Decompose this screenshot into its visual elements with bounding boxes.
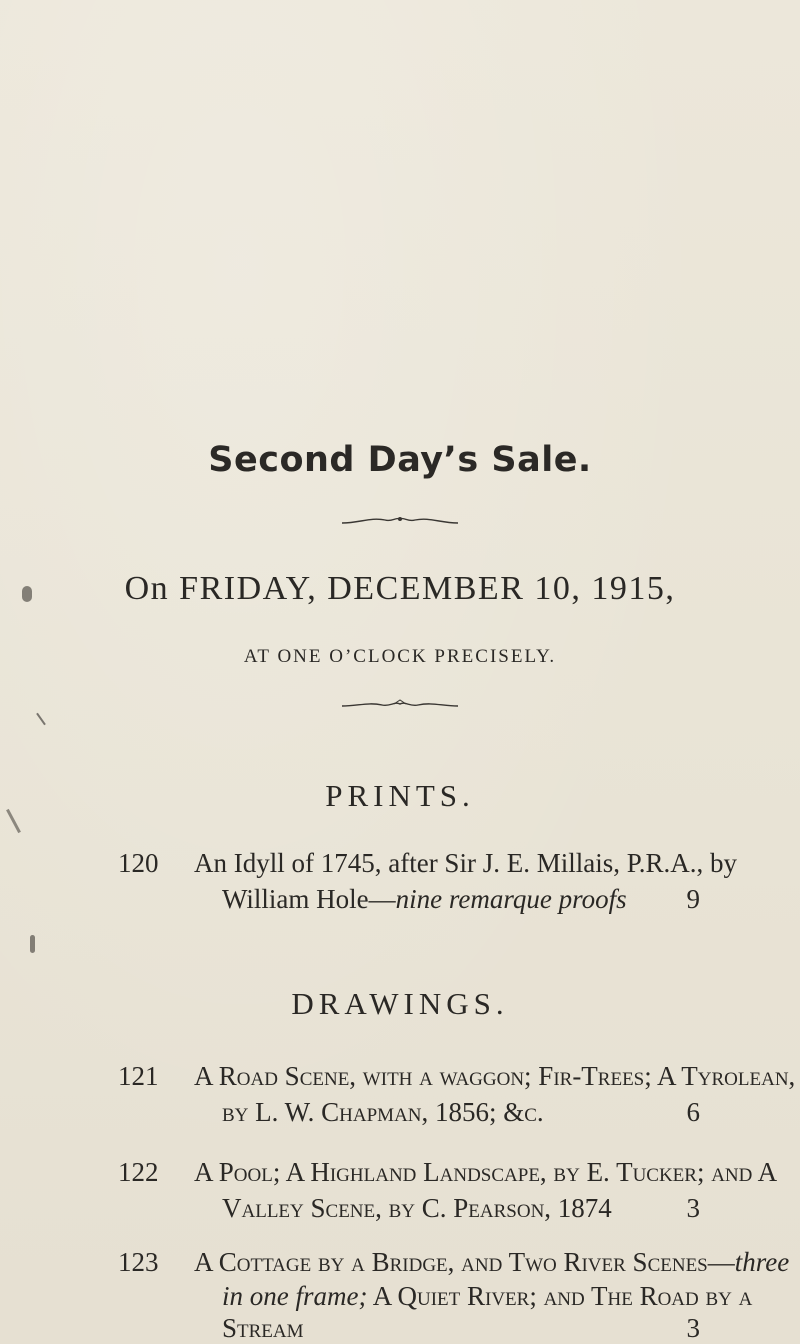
sale-date: On FRIDAY, DECEMBER 10, 1915, [124,570,676,607]
section-heading-drawings: DRAWINGS. [291,986,509,1021]
lot-description-line-2: William Hole—nine remarque proofs [222,884,627,914]
lot-number: 123 [118,1247,159,1277]
page-heading: Second Day’s Sale. [208,440,592,480]
lot-quantity: 9 [686,884,700,914]
lot-description-line-3: Stream [222,1313,304,1343]
lot-quantity: 6 [686,1097,700,1127]
lot-description-line-2: by L. W. Chapman, 1856; &c. [222,1097,544,1127]
lot-number: 122 [118,1157,159,1187]
margin-mark-2 [36,713,46,726]
lot-quantity: 3 [686,1313,700,1343]
lot-number: 120 [118,848,159,878]
margin-mark-4 [30,935,35,953]
lot-description-line-2: in one frame; A Quiet River; and The Road by a [222,1281,753,1311]
lot-description-line-1: A Cottage by a Bridge, and Two River Scenes—three [194,1247,790,1277]
ornament-divider-top [340,514,460,528]
lot-description-line-1: A Pool; A Highland Landscape, by E. Tucker; and A [194,1157,778,1187]
ornament-divider-middle [340,698,460,712]
section-heading-prints: PRINTS. [325,778,475,813]
lot-description-line-1: An Idyll of 1745, after Sir J. E. Millais, P.R.A., by [194,848,737,878]
lot-description-line-1: A Road Scene, with a waggon; Fir-Trees; A Tyrolean, [194,1061,796,1091]
lot-quantity: 3 [686,1193,700,1223]
sale-time: AT ONE O’CLOCK PRECISELY. [243,646,557,667]
lot-description-line-2: Valley Scene, by C. Pearson, 1874 [222,1193,612,1223]
lot-number: 121 [118,1061,159,1091]
